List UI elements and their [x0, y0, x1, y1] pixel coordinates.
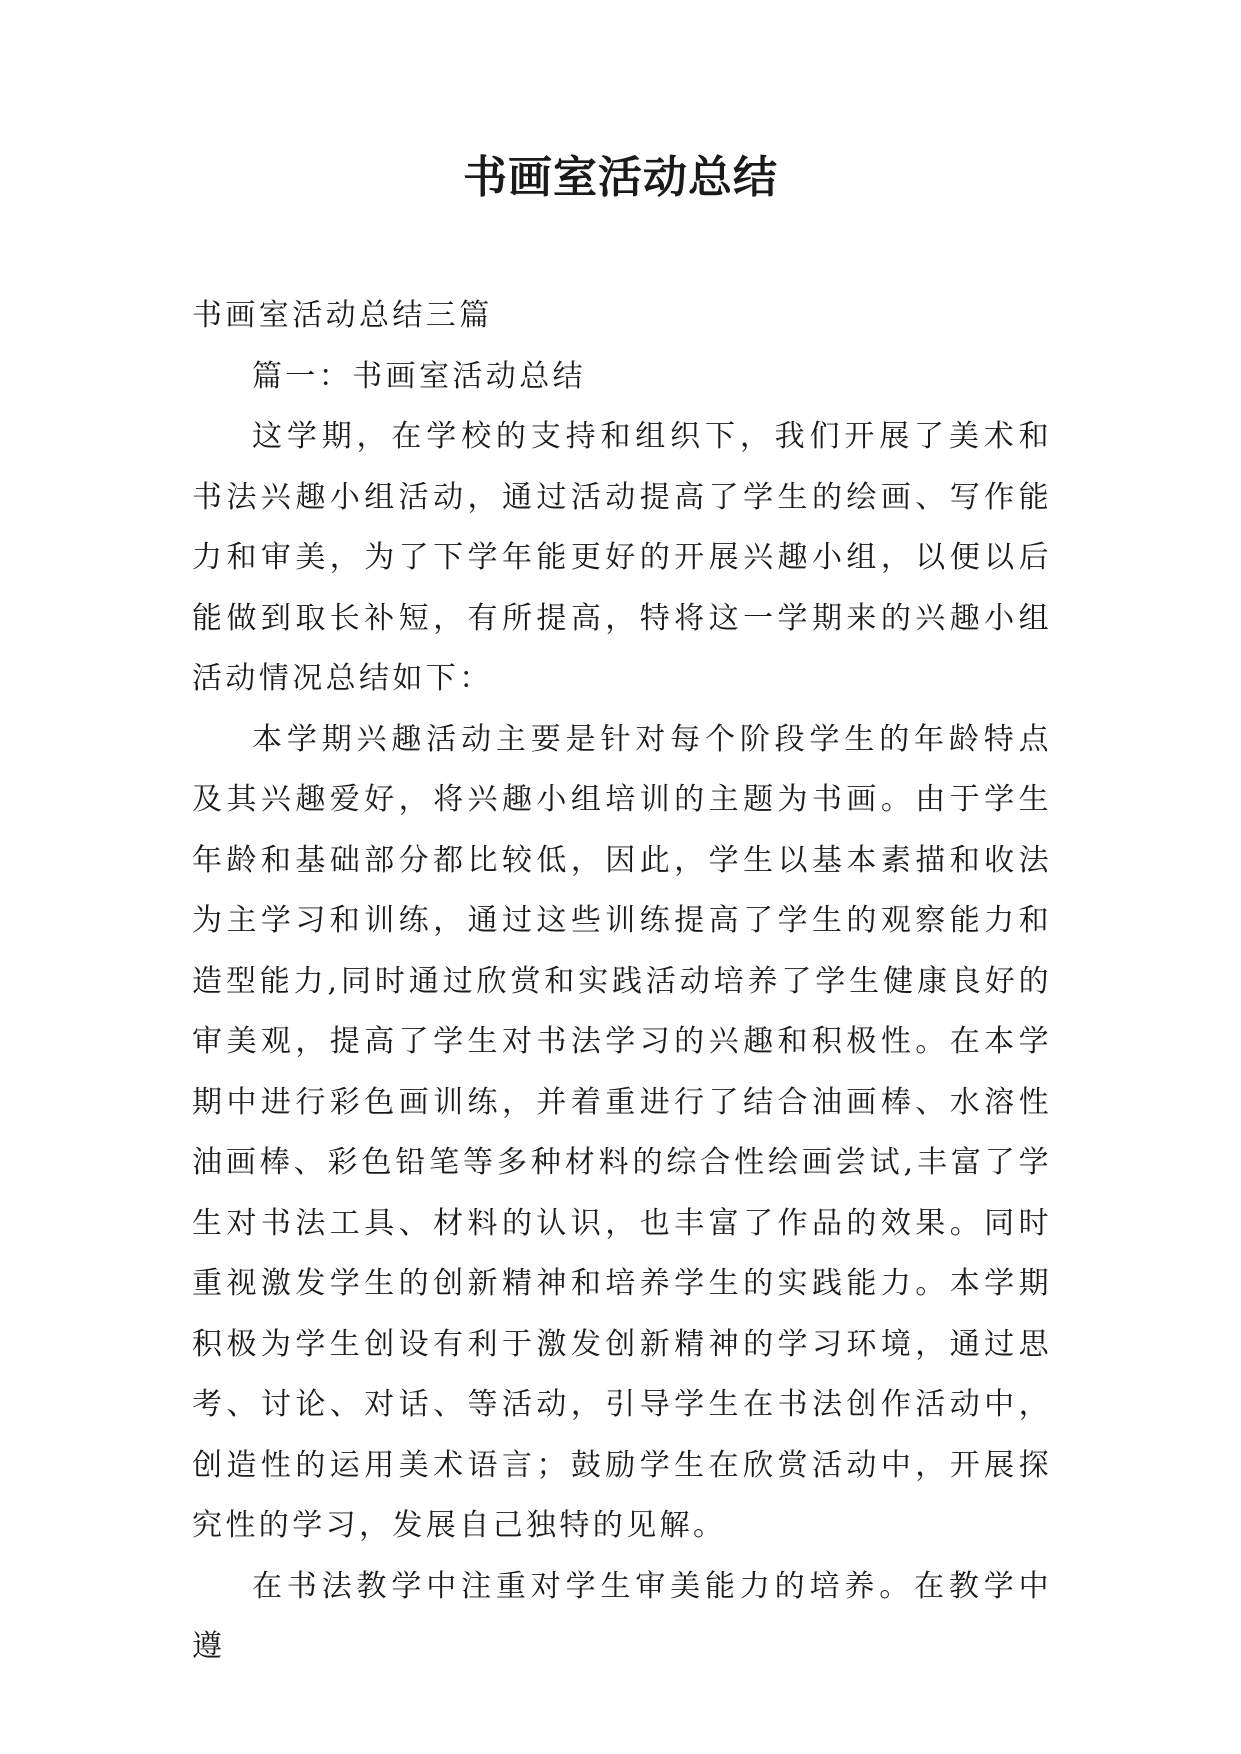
paragraph-intro: 这学期，在学校的支持和组织下，我们开展了美术和书法兴趣小组活动，通过活动提高了学生的绘画、写作能力和审美，为了下学年能更好的开展兴趣小组，以便以后能做到取长补短，有所提高，特将这一学期来的兴趣小组活动情况总结如下： — [192, 419, 1052, 696]
paragraph-aesthetics: 在书法教学中注重对学生审美能力的培养。在教学中遵 — [192, 1568, 1052, 1664]
document-body — [192, 286, 1052, 1678]
document-title: 书画室活动总结 — [463, 152, 778, 203]
document-subtitle: 书画室活动总结三篇 — [192, 298, 493, 333]
paragraph-activities: 本学期兴趣活动主要是针对每个阶段学生的年龄特点及其兴趣爱好，将兴趣小组培训的主题为书画。由于学生年龄和基础部分都比较低，因此，学生以基本素描和收法为主学习和训练，通过这些训练提高了学生的观察能力和造型能力,同时通过欣赏和实践活动培养了学生健康良好的审美观，提高了学生对书法学习的兴趣和积极性。在本学期中进行彩色画训练，并着重进行了结合油画棒、水溶性油画棒、彩色铅笔等多种材料的综合性绘画尝试,丰富了学生对书法工具、材料的认识，也丰富了作品的效果。同时重视激发学生的创新精神和培养学生的实践能力。本学期积极为学生创设有利于激发创新精神的学习环境，通过思考、讨论、对话、等活动，引导学生在书法创作活动中，创造性的运用美术语言；鼓励学生在欣赏活动中，开展探究性的学习，发展自己独特的见解。 — [192, 721, 1052, 1543]
section-heading: 篇一：书画室活动总结 — [252, 358, 586, 394]
